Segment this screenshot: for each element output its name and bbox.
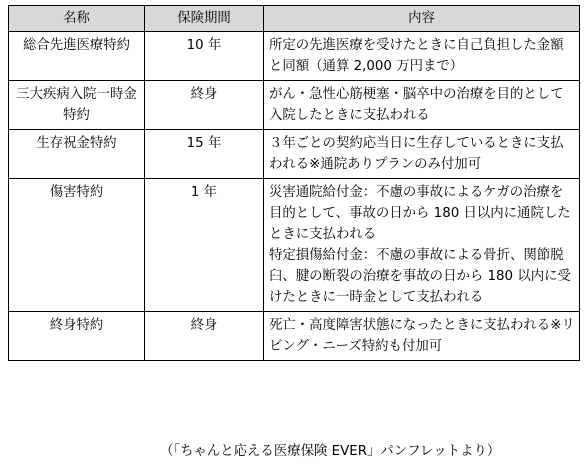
rider-content-text: ３年ごとの契約応当日に生存しているときに支払われる※通院ありプランのみ付加可: [269, 136, 564, 172]
header-period: 保険期間: [145, 6, 264, 32]
header-content: 内容: [264, 6, 580, 32]
rider-content-text: がん・急性心筋梗塞・脳卒中の治療を目的として入院したときに支払われる: [269, 87, 564, 123]
table-row: [9, 312, 580, 361]
rider-name: 三大疾病入院一時金特約: [9, 81, 145, 130]
table-row: [9, 32, 580, 81]
rider-content-text: 死亡・高度障害状態になったときに支払われる※リビング・ニーズ特約も付加可: [269, 318, 575, 354]
table-row: [9, 179, 580, 312]
rider-name: 終身特約: [9, 312, 145, 361]
rider-period: 15 年: [145, 130, 264, 179]
rider-name: 生存祝金特約: [9, 130, 145, 179]
rider-content: [264, 312, 580, 361]
rider-name: 総合先進医療特約: [9, 32, 145, 81]
rider-period: 10 年: [145, 32, 264, 81]
table-header-row: [9, 6, 580, 32]
rider-name: 傷害特約: [9, 179, 145, 312]
rider-content: [264, 81, 580, 130]
rider-period: 1 年: [145, 179, 264, 312]
rider-content-text: 所定の先進医療を受けたときに自己負担した金額と同額（通算 2,000 万円まで）: [269, 38, 564, 74]
rider-content-text: 災害通院給付金：不慮の事故によるケガの治療を目的として、事故の日から 180 日以内に通院したときに支払われる: [269, 185, 571, 242]
rider-content: [264, 32, 580, 81]
header-name: 名称: [9, 6, 145, 32]
rider-content: [264, 179, 580, 312]
rider-period: 終身: [145, 312, 264, 361]
rider-table: [8, 5, 580, 361]
rider-period: 終身: [145, 81, 264, 130]
rider-content: [264, 130, 580, 179]
table-row: [9, 130, 580, 179]
table-row: [9, 81, 580, 130]
rider-content-text: 特定損傷給付金：不慮の事故による骨折、関節脱臼、腱の断裂の治療を事故の日から 180 以内に受けたときに一時金として支払われる: [269, 248, 571, 305]
source-caption: （「ちゃんと応える医療保険 EVER」パンフレットより）: [160, 444, 501, 459]
